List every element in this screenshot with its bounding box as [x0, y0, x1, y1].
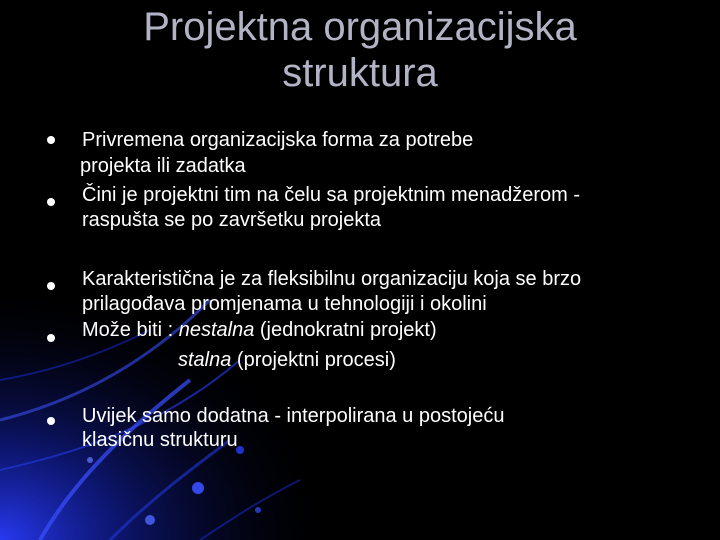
bullet-3-line-2: prilagođava promjenama u tehnologiji i okolini — [82, 293, 487, 315]
round-bullet-icon — [47, 136, 55, 144]
bullet-4-line-2 — [178, 349, 396, 371]
text-italic: stalna — [178, 349, 232, 371]
text-plain: (projektni procesi) — [231, 349, 396, 371]
title-line-1: Projektna organizacijska — [143, 5, 577, 49]
bullet-5-line-2: klasičnu strukturu — [82, 429, 238, 451]
bullet-2-line-2: raspušta se po završetku projekta — [82, 209, 382, 231]
bullet-1-line-2: projekta ili zadatka — [80, 155, 246, 177]
round-bullet-icon — [47, 282, 55, 290]
bullet-2-line-1: Čini je projektni tim na čelu sa projektnim menadžerom - — [82, 184, 580, 206]
bullet-4-line-1 — [82, 319, 437, 341]
title-line-2: struktura — [282, 51, 438, 95]
round-bullet-icon — [47, 417, 55, 425]
round-bullet-icon — [47, 334, 55, 342]
bullet-1-line-1: Privremena organizacijska forma za potrebe — [82, 129, 474, 151]
bullet-3-line-1: Karakteristična je za fleksibilnu organizaciju koja se brzo — [82, 268, 582, 290]
text-plain: (jednokratni projekt) — [254, 319, 437, 341]
round-bullet-icon — [47, 198, 55, 206]
text-italic: nestalna — [178, 319, 255, 341]
text-plain: Može biti : — [82, 319, 179, 341]
bullet-5-line-1: Uvijek samo dodatna - interpolirana u postojeću — [82, 405, 505, 427]
